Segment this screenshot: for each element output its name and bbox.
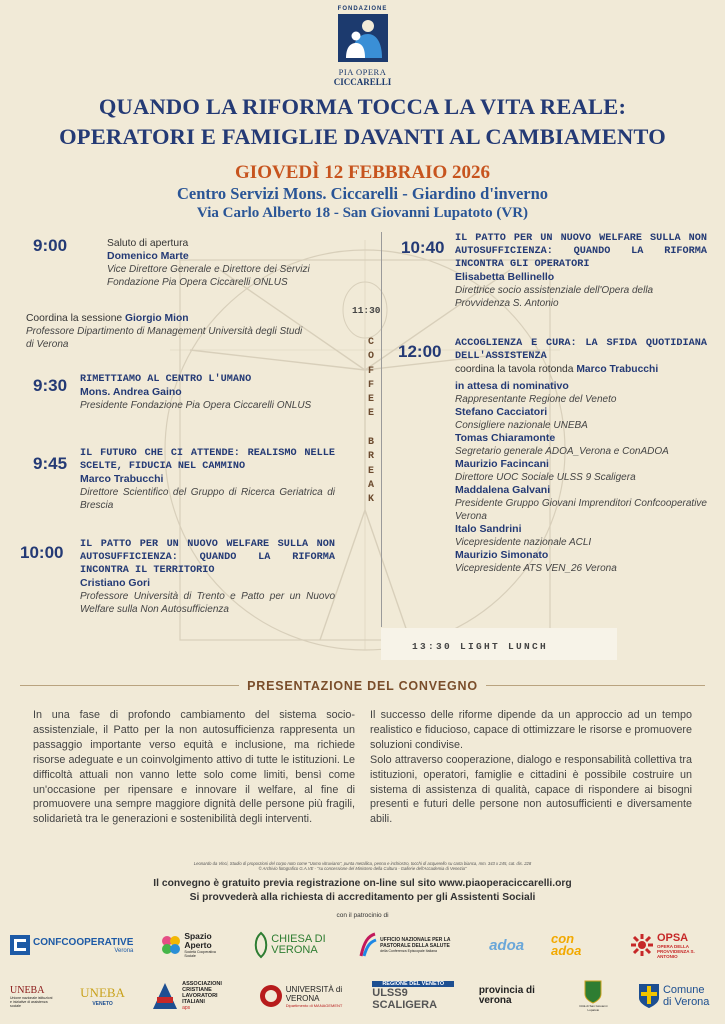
session-900-role: Vice Direttore Generale e Direttore dei Servizi Fondazione Pia Opera Ciccarelli ONLUS xyxy=(107,264,310,288)
conadoa-logo xyxy=(551,933,603,957)
session-chair xyxy=(26,312,304,351)
sponsor-name: Spazio Aperto xyxy=(184,931,212,950)
coffee-letter: O xyxy=(367,351,374,363)
sponsor-name: OPSA xyxy=(656,931,689,944)
acli-logo xyxy=(151,981,234,1011)
registration-info: Il convegno è gratuito previa registrazione on-line sul sito www.piaoperaciccarelli.org xyxy=(153,878,572,889)
coffee-letter: E xyxy=(367,394,374,406)
sponsor-sub: della Conferenza Episcopale Italiana xyxy=(380,949,437,953)
uneba-logo xyxy=(10,985,54,1008)
session-900 xyxy=(107,237,337,289)
chair-name: Giorgio Mion xyxy=(125,313,189,324)
accreditation-info: Si provvederà alla richiesta di accreditamento per gli Assistenti Sociali xyxy=(189,892,536,903)
break-letter: R xyxy=(367,451,374,463)
session-930 xyxy=(80,373,335,412)
adoa-logo xyxy=(489,937,524,954)
panel-list xyxy=(455,380,707,575)
logo-name-line1: PIA OPERA xyxy=(338,67,387,77)
church-icon xyxy=(253,931,269,959)
panelist-role: Direttore UOC Sociale ULSS 9 Scaligera xyxy=(455,472,636,483)
time-1000: 10:00 xyxy=(20,543,64,562)
session-1040-title: IL PATTO PER UN NUOVO WELFARE SULLA NON AUTOSUFFICIENZA: QUANDO LA RIFORMA INCONTRA GLI OPERATORI xyxy=(455,233,707,270)
time-1040: 10:40 xyxy=(401,238,445,257)
break-letter: A xyxy=(367,479,374,491)
sponsor-row-2 xyxy=(10,972,715,1020)
chair-role: Professore Dipartimento di Management Università degli Studi di Verona xyxy=(26,326,303,350)
panelist-role: Vicepresidente ATS VEN_26 Verona xyxy=(455,563,617,574)
schedule-divider xyxy=(381,232,382,627)
session-945-role: Direttore Scientifico del Gruppo di Ricerca Geriatrica di Brescia xyxy=(80,487,335,511)
confcooperative-logo xyxy=(10,935,133,955)
chiesa-di-verona-logo xyxy=(253,931,331,959)
panelist-name: Maurizio Facincani xyxy=(455,458,549,470)
sponsor-name: UNEBA xyxy=(80,985,125,1000)
sponsor-name: CONFCOOPERATIVE xyxy=(33,936,134,948)
sponsor-sub: VENETO xyxy=(92,1001,113,1007)
sponsor-name: Città di San Giovanni Lupatoto xyxy=(579,1004,608,1012)
acli-icon xyxy=(151,981,179,1011)
coffee-letter: E xyxy=(367,408,374,420)
presentation-title-text: PRESENTAZIONE DEL CONVEGNO xyxy=(239,679,486,693)
coffee-letter-space xyxy=(365,422,377,436)
session-930-title: RIMETTIAMO AL CENTRO L'UMANO xyxy=(80,374,252,385)
roundtable-chair: Marco Trabucchi xyxy=(576,364,659,375)
uneba-veneto-logo xyxy=(79,985,127,1007)
page-title-line1: QUANDO LA RIFORMA TOCCA LA VITA REALE: xyxy=(98,94,627,119)
time-930: 9:30 xyxy=(33,376,68,395)
panelist-role: Consigliere nazionale UNEBA xyxy=(455,420,588,431)
sponsor-sub: OPERA DELLA PROVVIDENZA S. ANTONIO xyxy=(656,943,695,959)
session-1200-title: ACCOGLIENZA E CURA: LA SFIDA QUOTIDIANA DELL'ASSISTENZA xyxy=(455,338,707,362)
session-900-label: Saluto di apertura xyxy=(107,238,189,249)
coffee-letter: F xyxy=(367,379,374,391)
sponsor-name: UNEBA xyxy=(10,984,45,996)
panelist-name: in attesa di nominativo xyxy=(455,380,569,392)
sponsor-name: Comune di Verona xyxy=(662,984,710,1008)
sponsor-sub: Dipartimento di MANAGEMENT xyxy=(285,1002,343,1008)
san-giovanni-lupatoto-logo xyxy=(573,980,613,1012)
city-crest-icon xyxy=(584,980,602,1004)
event-date: GIOVEDÌ 12 FEBBRAIO 2026 xyxy=(235,162,490,183)
panelist-role: Rappresentante Regione del Veneto xyxy=(455,394,617,405)
break-letter: B xyxy=(367,437,374,449)
page-title-line2: OPERATORI E FAMIGLIE DAVANTI AL CAMBIAMENTO xyxy=(59,124,666,149)
sponsor-sub: ULSS9 SCALIGERA xyxy=(372,987,438,1011)
logo-name-line2: CICCARELLI xyxy=(333,77,392,87)
sponsor-sub: Società Cooperativa Sociale xyxy=(184,950,216,958)
sponsor-sub: Verona xyxy=(114,947,134,954)
verona-crest-icon xyxy=(638,983,660,1009)
pia-opera-ciccarelli-logo xyxy=(320,6,405,90)
image-credits xyxy=(60,861,665,871)
session-930-role: Presidente Fondazione Pia Opera Ciccarelli ONLUS xyxy=(80,400,312,411)
opsa-icon xyxy=(630,933,654,957)
event-venue: Centro Servizi Mons. Ciccarelli - Giardino d'inverno xyxy=(176,184,549,203)
sponsor-row-1 xyxy=(10,925,715,965)
spazio-aperto-icon xyxy=(160,934,182,956)
roundtable-prefix: coordina la tavola rotonda xyxy=(455,364,577,375)
panelist-name: Stefano Cacciatori xyxy=(455,406,548,418)
session-1200 xyxy=(455,337,707,575)
university-seal-icon xyxy=(259,984,283,1008)
session-1000 xyxy=(80,538,335,616)
light-lunch: 13:30 LIGHT LUNCH xyxy=(412,641,549,652)
sponsor-name: adoa xyxy=(489,936,525,954)
session-945-title: IL FUTURO CHE CI ATTENDE: REALISMO NELLE SCELTE, FIDUCIA NEL CAMMINO xyxy=(80,448,335,472)
time-945: 9:45 xyxy=(33,454,68,473)
comune-verona-logo xyxy=(638,983,715,1009)
sponsor-name: con adoa xyxy=(551,931,582,958)
break-letter: E xyxy=(367,465,374,477)
provincia-verona-logo xyxy=(479,986,549,1006)
panelist-role: Vicepresidente nazionale ACLI xyxy=(455,537,592,548)
confcooperative-icon xyxy=(10,935,30,955)
session-1040-role: Direttrice socio assistenziale dell'Opera della Provvidenza S. Antonio xyxy=(455,285,654,309)
sponsor-name: UFFICIO NAZIONALE PER LA PASTORALE DELLA SALUTE xyxy=(380,937,451,949)
sponsor-sub: Unione nazionale istituzioni e iniziative di assistenza sociale xyxy=(10,995,53,1008)
sponsor-sub: aps xyxy=(182,1005,191,1011)
spazio-aperto-logo xyxy=(160,932,226,958)
presentation-col2 xyxy=(370,708,692,827)
coffee-break-label xyxy=(365,336,377,508)
session-945 xyxy=(80,447,335,512)
sponsor-name: REGIONE DEL VENETO xyxy=(372,981,454,987)
sponsor-name: ASSOCIAZIONI CRISTIANE LAVORATORI ITALIANI xyxy=(182,981,222,1005)
session-900-speaker: Domenico Marte xyxy=(107,250,189,262)
presentation-title xyxy=(0,679,725,693)
session-930-speaker: Mons. Andrea Gaino xyxy=(80,386,182,398)
sponsor-name: provincia di verona xyxy=(478,985,535,1006)
presentation-col2-p2: Solo attraverso cooperazione, dialogo e responsabilità collettiva tra istituzioni, operatori, famiglie e cittadini è possibile costruire un sistema di assistenza di qualità, capace di rispondere ai bisogni presenti e futuri delle persone non autosufficienti e diversamente abili. xyxy=(370,753,692,826)
session-945-speaker: Marco Trabucchi xyxy=(80,473,164,485)
session-1000-speaker: Cristiano Gori xyxy=(80,577,151,589)
pastorale-salute-logo xyxy=(358,932,462,958)
coffee-break-time: 11:30 xyxy=(352,305,381,316)
logo-fondazione-text: FONDAZIONE xyxy=(337,6,388,12)
time-1200: 12:00 xyxy=(398,342,442,361)
opsa-logo xyxy=(630,932,715,959)
credits-line1: Leonardo da Vinci, Studio di proporzioni del corpo noto come "Uomo vitruviano", punta metallica, penna e inchiostro, tocchi di acquerello su carta bianca, mm. 343 x 245, cat. dis. 228 xyxy=(193,861,532,866)
break-letter: K xyxy=(367,494,374,506)
sponsor-name: UNIVERSITÀ di VERONA xyxy=(285,984,343,1003)
coffee-letter: C xyxy=(367,337,374,348)
panelist-name: Maddalena Galvani xyxy=(455,484,551,496)
credits-line2: © Archivio fotografico G.A.VE - "su concessione del Ministero della Cultura - Gallerie dell'Accademia di Venezia" xyxy=(258,866,467,871)
presentation-col2-p1: Il successo delle riforme dipende da un approccio ad un tempo realistico e fiducioso, capace di ottimizzare le risorse e promuovere soluzioni condivise. xyxy=(370,709,692,751)
event-address: Via Carlo Alberto 18 - San Giovanni Lupatoto (VR) xyxy=(196,205,529,221)
logo-figures-icon xyxy=(338,14,388,62)
univr-logo xyxy=(259,984,348,1008)
chair-prefix: Coordina la sessione xyxy=(26,313,126,324)
coffee-letter: F xyxy=(367,365,374,377)
session-1000-title: IL PATTO PER UN NUOVO WELFARE SULLA NON AUTOSUFFICIENZA: QUANDO LA RIFORMA INCONTRA IL TERRITORIO xyxy=(80,539,335,576)
session-1000-role: Professore Università di Trento e Patto per un Nuovo Welfare sulla Non Autosufficienza xyxy=(80,591,335,615)
sponsor-name: CHIESA DI VERONA xyxy=(271,933,326,956)
panelist-name: Tomas Chiaramonte xyxy=(455,432,556,444)
ulss9-logo xyxy=(372,981,454,1011)
panelist-role: Presidente Gruppo Giovani Imprenditori Confcooperative Verona xyxy=(455,498,707,522)
panelist-name: Maurizio Simonato xyxy=(455,549,549,561)
patronage-label: con il patrocinio di xyxy=(336,912,389,919)
session-1040-speaker: Elisabetta Bellinello xyxy=(455,271,555,283)
panelist-name: Italo Sandrini xyxy=(455,523,522,535)
panelist-role: Segretario generale ADOA_Verona e ConADOA xyxy=(455,446,669,457)
session-1040 xyxy=(455,232,707,310)
pastorale-icon xyxy=(358,932,378,958)
presentation-col1: In una fase di profondo cambiamento del sistema socio-assistenziale, il Patto per la non autosufficienza rappresenta un passaggio importante verso equità e inclusione, ma richiede risorse adeguate e un coinvolgimento attivo di tutte le istituzioni. Le difficoltà attuali non vanno lette solo come limiti, bensì come un'occasione per ripensare e innovare il welfare, al fine di promuovere una sempre maggiore dignità delle persone più fragili, solidarietà tra le generazioni e sostenibilità degli interventi. xyxy=(33,709,355,826)
time-900: 9:00 xyxy=(33,236,68,255)
